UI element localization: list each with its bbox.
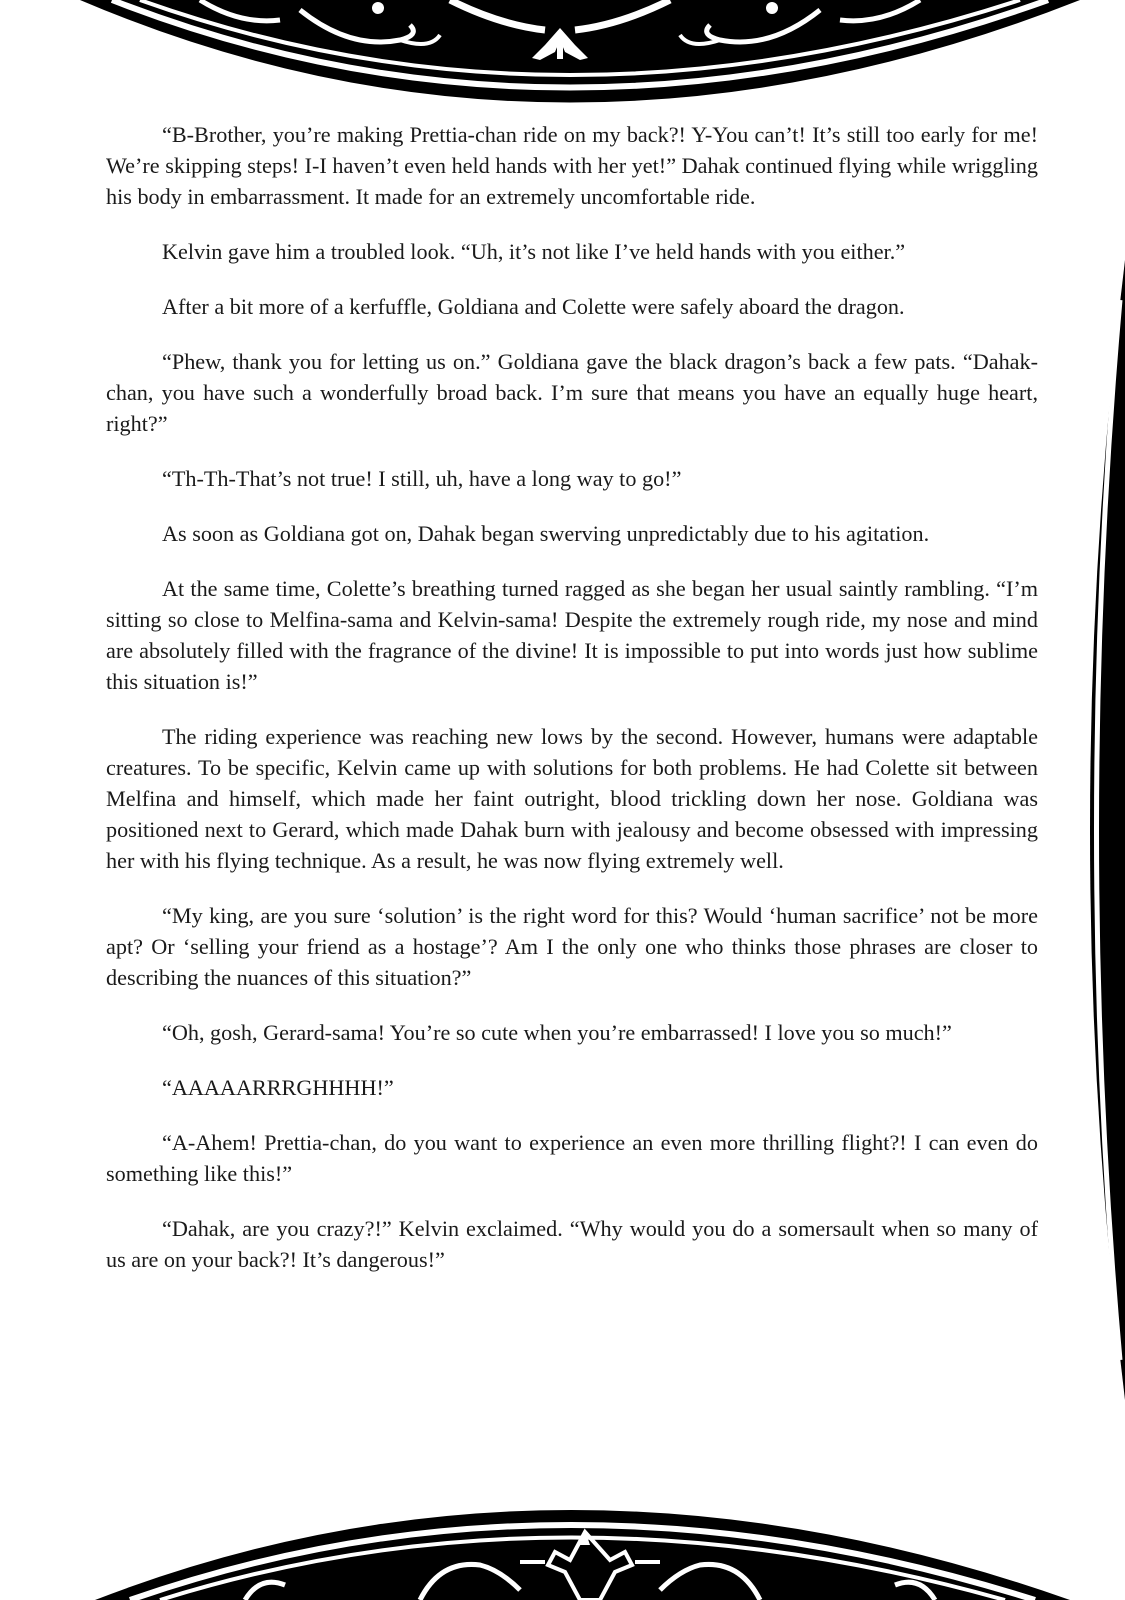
paragraph: “Oh, gosh, Gerard-sama! You’re so cute when you’re embarrassed! I love you so much!” — [162, 1020, 952, 1045]
paragraph: At the same time, Colette’s breathing turned ragged as she began her usual saintly rambling. “I’m sitting so close to Melfina-sama and Kelvin-sama! Despite the extremely rough ride, my nose and mind are absolutely filled with the fragrance of the divine! It is impossible to put into words just how sublime this situation is!” — [106, 576, 1038, 694]
ornament-medallion-right-icon — [1070, 260, 1125, 1400]
ornament-medallion-top-icon — [0, 0, 1125, 110]
paragraph: As soon as Goldiana got on, Dahak began swerving unpredictably due to his agitation. — [162, 521, 930, 546]
paragraph: After a bit more of a kerfuffle, Goldiana and Colette were safely aboard the dragon. — [162, 294, 905, 319]
ornament-medallion-bottom-icon — [0, 1490, 1125, 1600]
paragraph: “My king, are you sure ‘solution’ is the right word for this? Would ‘human sacrifice’ not be more apt? Or ‘selling your friend as a hostage’? Am I the only one who thinks those phrases are closer to describing the nuances of this situation?” — [106, 903, 1038, 990]
paragraph: “AAAAARRRGHHHH!” — [162, 1075, 394, 1100]
ornamental-border-right — [1070, 260, 1125, 1400]
paragraph: “Dahak, are you crazy?!” Kelvin exclaimed. “Why would you do a somersault when so many of us are on your back?! It’s dangerous!” — [106, 1216, 1038, 1272]
paragraph: “Phew, thank you for letting us on.” Goldiana gave the black dragon’s back a few pats. “Dahak-chan, you have such a wonderfully broad back. I’m sure that means you have an equally huge heart, right?” — [106, 349, 1038, 436]
book-page-body — [106, 119, 1038, 1299]
paragraph: “B-Brother, you’re making Prettia-chan ride on my back?! Y-You can’t! It’s still too early for me! We’re skipping steps! I-I haven’t even held hands with her yet!” Dahak continued flying while wriggling his body in embarrassment. It made for an extremely uncomfortable ride. — [106, 122, 1038, 209]
ornamental-border-bottom — [0, 1490, 1125, 1600]
paragraph: The riding experience was reaching new lows by the second. However, humans were adaptable creatures. To be specific, Kelvin came up with solutions for both problems. He had Colette sit between Melfina and himself, which made her faint outright, blood trickling down her nose. Goldiana was positioned next to Gerard, which made Dahak burn with jealousy and become obsessed with impressing her with his flying technique. As a result, he was now flying extremely well. — [106, 724, 1038, 873]
paragraph: Kelvin gave him a troubled look. “Uh, it’s not like I’ve held hands with you either.” — [162, 239, 906, 264]
paragraph: “Th-Th-That’s not true! I still, uh, have a long way to go!” — [162, 466, 682, 491]
ornamental-border-top — [0, 0, 1125, 110]
paragraph: “A-Ahem! Prettia-chan, do you want to experience an even more thrilling flight?! I can even do something like this!” — [106, 1130, 1038, 1186]
